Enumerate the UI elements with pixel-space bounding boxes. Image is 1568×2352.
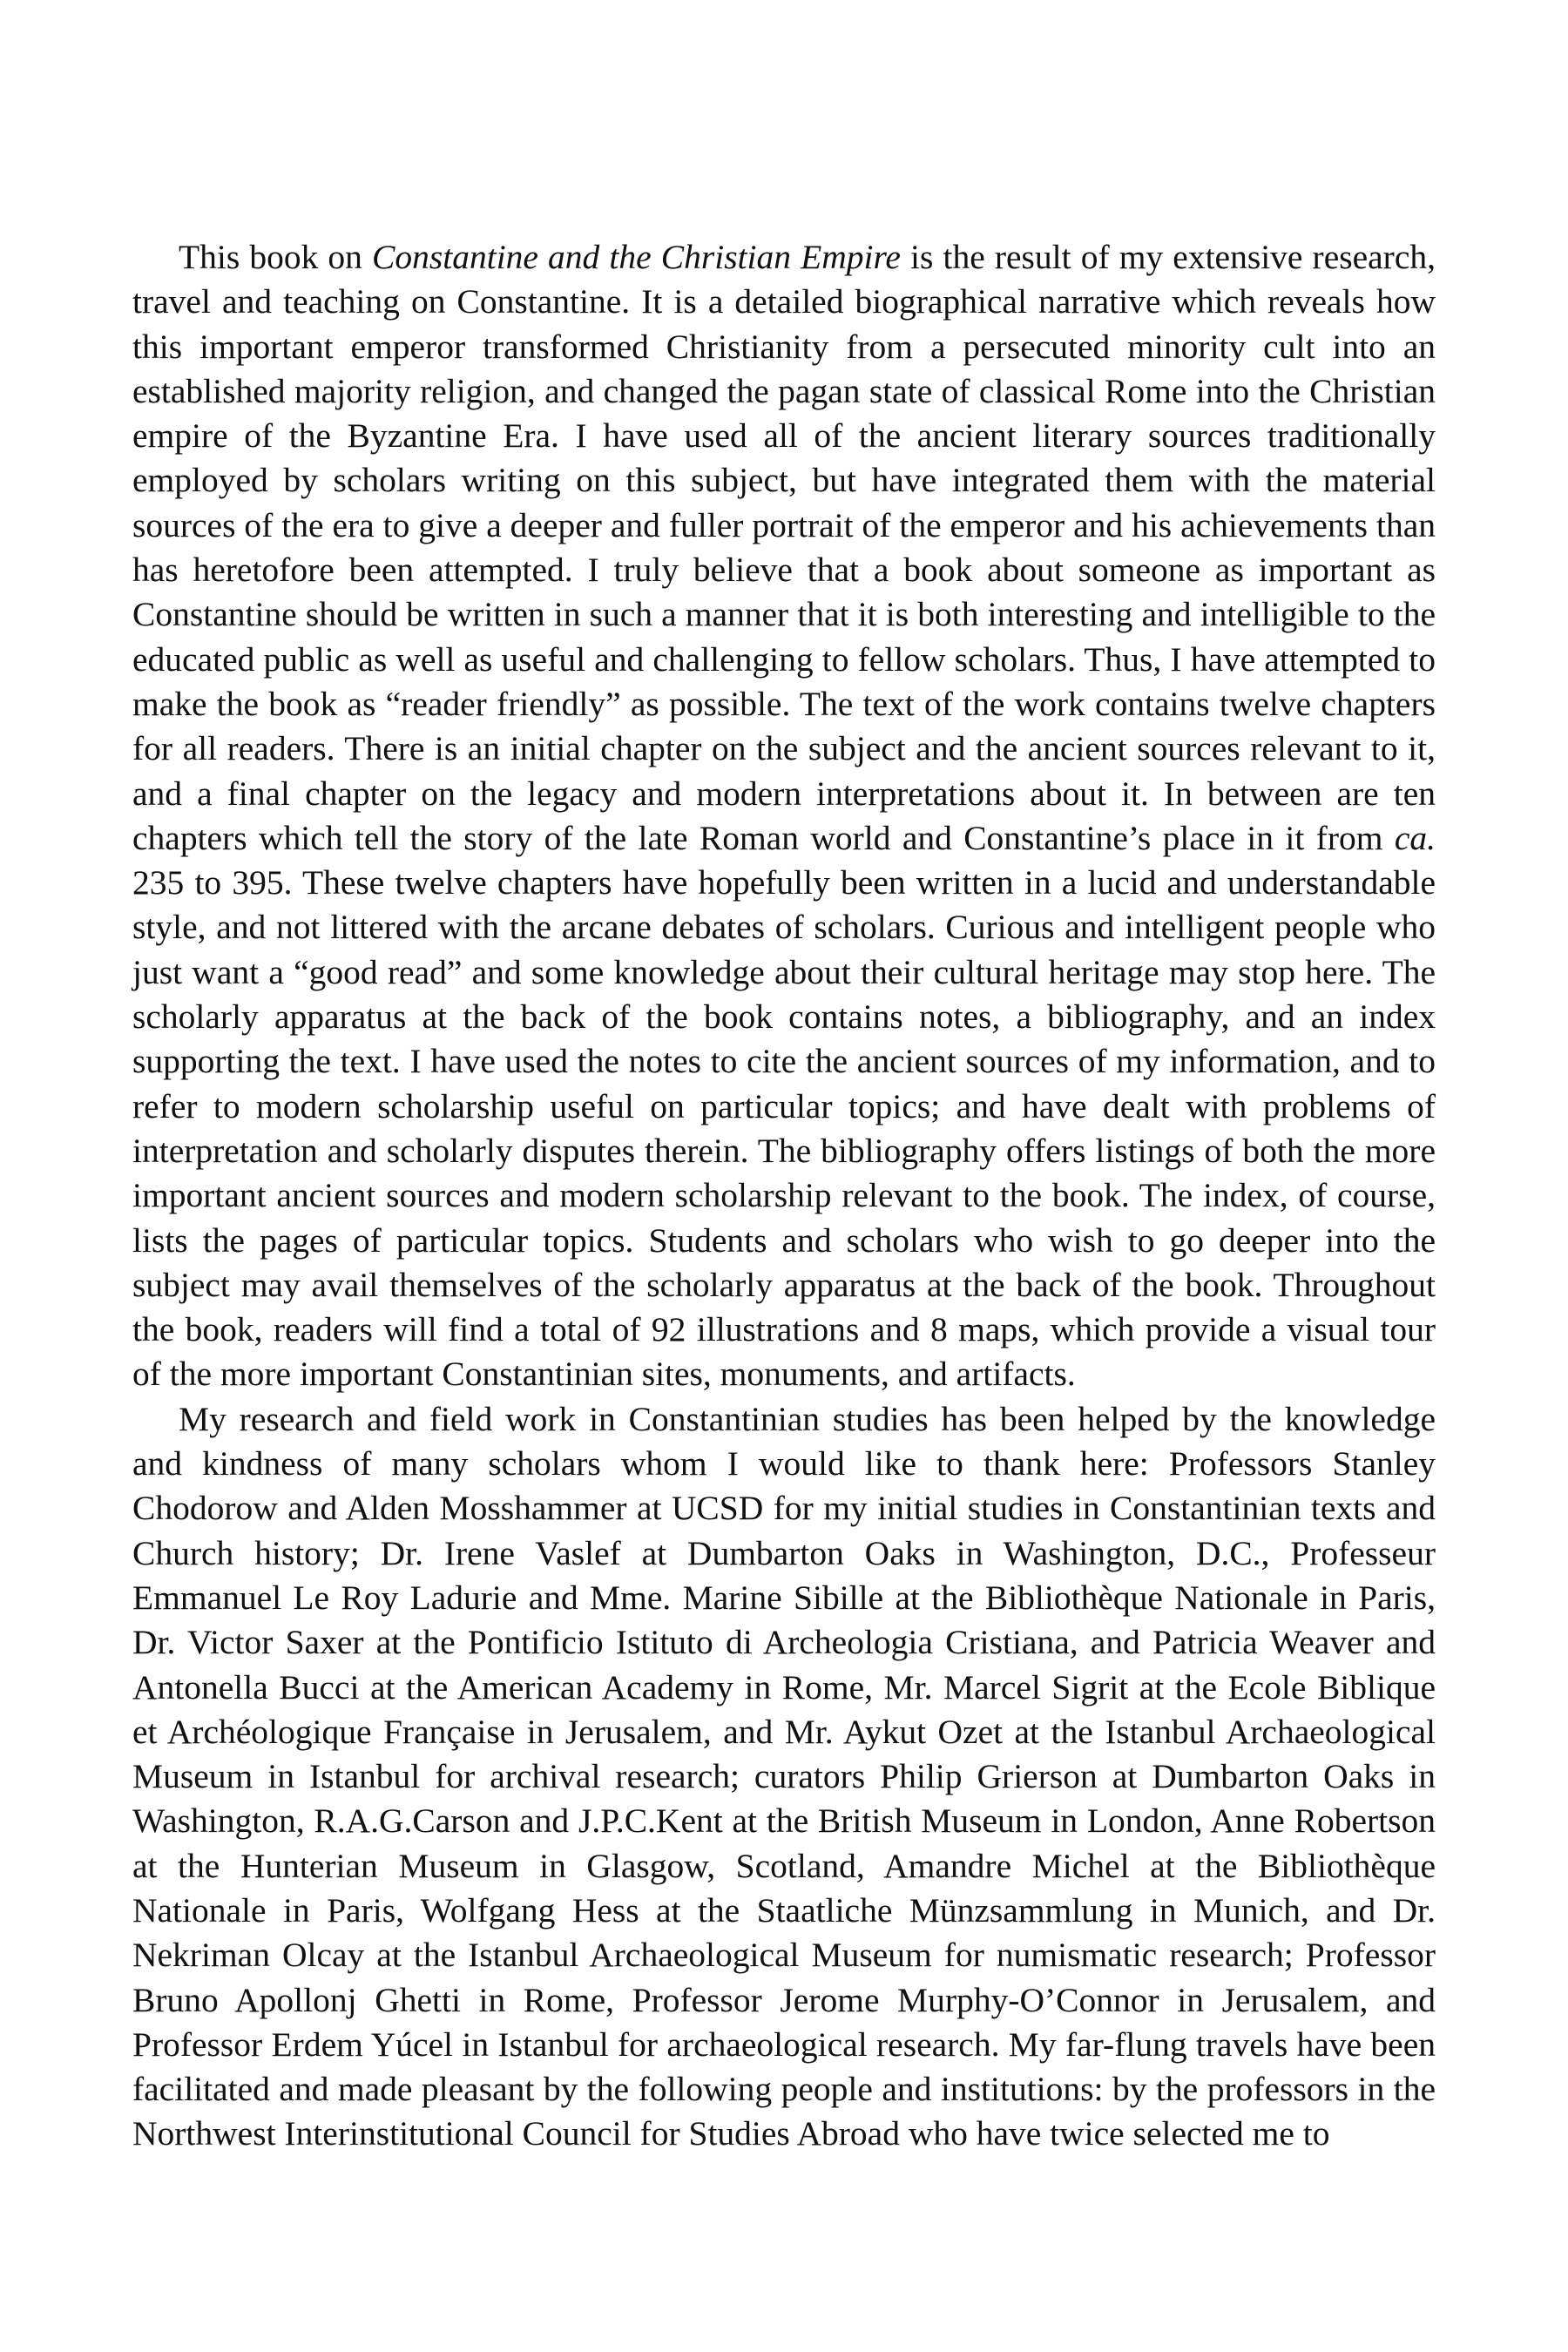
circa-italic: ca. [1394, 818, 1436, 857]
text-segment: This book on [179, 238, 373, 276]
paragraph-acknowledgements [132, 1397, 1436, 2157]
body-text [132, 235, 1436, 2157]
book-title-italic: Constantine and the Christian Empire [372, 238, 901, 276]
text-segment: 235 to 395. These twelve chapters have hopefully been written in a lucid and understandable style, and not littered with the arcane debates of scholars. Curious and intelligent people who just want a “good read” and some knowledge about their cultural heritage may stop here. The scholarly apparatus at the back of the book contains notes, a bibliography, and an index supporting the text. I have used the notes to cite the ancient sources of my information, and to refer to modern scholarship useful on particular topics; and have dealt with problems of interpretation and scholarly disputes therein. The bibliography offers listings of both the more important ancient sources and modern scholarship relevant to the book. The index, of course, lists the pages of particular topics. Students and scholars who wish to go deeper into the subject may avail themselves of the scholarly apparatus at the back of the book. Throughout the book, readers will find a total of 92 illustrations and 8 maps, which provide a visual tour of the more important Constantinian sites, monuments, and artifacts. [132, 863, 1436, 1394]
text-segment: is the result of my extensive research, travel and teaching on Constantine. It is a detailed biographical narrative which reveals how this important emperor transformed Christianity from a persecuted minority cult into an established majority religion, and changed the pagan state of classical Rome into the Christian empire of the Byzantine Era. I have used all of the ancient literary sources traditionally employed by scholars writing on this subject, but have integrated them with the material sources of the era to give a deeper and fuller portrait of the emperor and his achievements than has heretofore been attempted. I truly believe that a book about someone as important as Constantine should be written in such a manner that it is both interesting and intelligible to the educated public as well as useful and challenging to fellow scholars. Thus, I have attempted to make the book as “reader friendly” as possible. The text of the work contains twelve chapters for all readers. There is an initial chapter on the subject and the ancient sources relevant to it, and a final chapter on the legacy and modern interpretations about it. In between are ten chapters which tell the story of the late Roman world and Constantine’s place in it from [132, 238, 1436, 857]
text-segment: My research and field work in Constantinian studies has been helped by the knowledge and kindness of many scholars whom I would like to thank here: Professors Stanley Chodorow and Alden Mosshammer at UCSD for my initial studies in Constantinian texts and Church history; Dr. Irene Vaslef at Dumbarton Oaks in Washington, D.C., Professeur Emmanuel Le Roy Ladurie and Mme. Marine Sibille at the Bibliothèque Nationale in Paris, Dr. Victor Saxer at the Pontificio Istituto di Archeologia Cristiana, and Patricia Weaver and Antonella Bucci at the American Academy in Rome, Mr. Marcel Sigrit at the Ecole Biblique et Archéologique Française in Jerusalem, and Mr. Aykut Ozet at the Istanbul Archaeological Museum in Istanbul for archival research; curators Philip Grierson at Dumbarton Oaks in Washington, R.A.G.Carson and J.P.C.Kent at the British Museum in London, Anne Robertson at the Hunterian Museum in Glasgow, Scotland, Amandre Michel at the Bibliothèque Nationale in Paris, Wolfgang Hess at the Staatliche Münzsammlung in Munich, and Dr. Nekriman Olcay at the Istanbul Archaeological Museum for numismatic research; Professor Bruno Apollonj Ghetti in Rome, Professor Jerome Murphy-O’Connor in Jerusalem, and Professor Erdem Yúcel in Istanbul for archaeological research. My far-flung travels have been facilitated and made pleasant by the following people and institutions: by the professors in the Northwest Interinstitutional Council for Studies Abroad who have twice selected me to [132, 1399, 1436, 2153]
paragraph-preface-intro [132, 235, 1436, 1397]
